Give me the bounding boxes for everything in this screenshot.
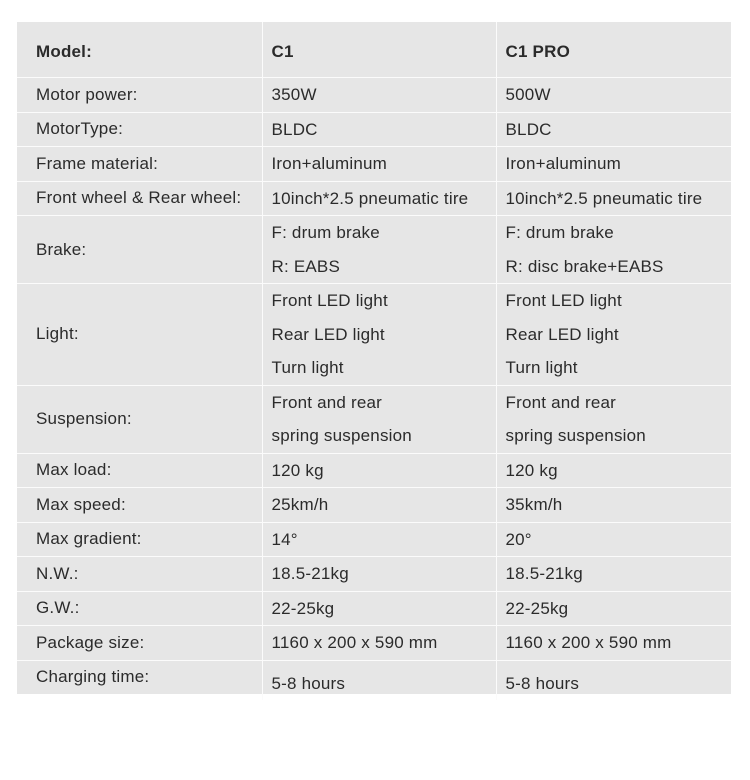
spec-value-c1	[262, 147, 496, 182]
spec-value-c1-pro	[496, 453, 731, 488]
spec-value-line: Front LED light	[271, 291, 388, 310]
spec-value-line: 14°	[271, 529, 298, 549]
spec-table	[17, 22, 731, 700]
spec-value-c1-pro	[496, 660, 731, 700]
spec-value-line: Iron+aluminum	[271, 154, 388, 173]
spec-value-line: 120 kg	[505, 460, 558, 480]
spec-value-c1	[262, 626, 496, 661]
table-row	[17, 385, 731, 453]
table-row	[17, 488, 731, 523]
spec-value-c1-pro	[496, 591, 731, 626]
spec-label: Package size:	[17, 626, 262, 661]
spec-value-line: spring suspension	[505, 426, 646, 445]
spec-value-line: Iron+aluminum	[505, 154, 622, 173]
spec-value-c1	[262, 453, 496, 488]
spec-value-line: 18.5-21kg	[505, 564, 583, 583]
table-row	[17, 660, 731, 700]
table-row	[17, 112, 731, 147]
spec-value-c1-pro	[496, 147, 731, 182]
spec-value-line: 1160 x 200 x 590 mm	[505, 633, 672, 652]
spec-value-line: 22-25kg	[505, 598, 569, 618]
spec-value-c1	[262, 181, 496, 216]
table-row	[17, 557, 731, 592]
spec-table-body	[17, 78, 731, 701]
spec-table-panel	[17, 22, 731, 694]
spec-value-c1-pro	[496, 284, 731, 386]
spec-value-c1-pro	[496, 488, 731, 523]
spec-value-c1	[262, 557, 496, 592]
spec-value-line: Front and rear	[505, 392, 617, 412]
spec-value-line: 10inch*2.5 pneumatic tire	[505, 188, 703, 208]
spec-label: G.W.:	[17, 591, 262, 626]
spec-value-c1-pro	[496, 557, 731, 592]
spec-value-line: 5-8 hours	[271, 673, 346, 693]
spec-label: MotorType:	[17, 112, 262, 147]
spec-value-c1	[262, 216, 496, 284]
spec-label: N.W.:	[17, 557, 262, 592]
spec-value-line: 25km/h	[271, 495, 329, 514]
spec-value-line: Front and rear	[271, 392, 383, 412]
table-row	[17, 181, 731, 216]
header-c1-pro: C1 PRO	[496, 22, 731, 78]
spec-value-line: 18.5-21kg	[271, 564, 349, 583]
spec-value-c1	[262, 78, 496, 113]
spec-value-line: 10inch*2.5 pneumatic tire	[271, 188, 469, 208]
header-model: Model:	[36, 41, 92, 61]
spec-value-line: 1160 x 200 x 590 mm	[271, 633, 438, 652]
spec-label: Max gradient:	[17, 522, 262, 557]
table-row	[17, 216, 731, 284]
header-c1: C1	[262, 22, 496, 78]
spec-value-line: 120 kg	[271, 460, 324, 480]
spec-table-header	[17, 22, 731, 78]
spec-value-line: 20°	[505, 529, 532, 549]
spec-value-line: 22-25kg	[271, 598, 335, 618]
table-row	[17, 591, 731, 626]
spec-value-c1-pro	[496, 626, 731, 661]
spec-label: Motor power:	[17, 78, 262, 113]
spec-value-c1	[262, 112, 496, 147]
spec-value-c1	[262, 591, 496, 626]
spec-value-c1-pro	[496, 216, 731, 284]
spec-value-c1	[262, 522, 496, 557]
spec-value-line: 500W	[505, 85, 551, 104]
spec-value-line: Turn light	[505, 358, 578, 377]
header-row	[17, 22, 731, 78]
spec-value-line: Rear LED light	[271, 324, 385, 344]
table-row	[17, 78, 731, 113]
spec-value-line: BLDC	[271, 119, 318, 139]
spec-label: Front wheel & Rear wheel:	[17, 181, 262, 216]
spec-label: Charging time:	[17, 660, 262, 700]
spec-value-line: Turn light	[271, 358, 344, 377]
spec-label: Max speed:	[17, 488, 262, 523]
table-row	[17, 453, 731, 488]
spec-value-c1-pro	[496, 181, 731, 216]
spec-value-line: R: EABS	[271, 256, 340, 276]
table-row	[17, 284, 731, 386]
spec-label: Light:	[17, 284, 262, 386]
table-row	[17, 522, 731, 557]
spec-value-line: Rear LED light	[505, 324, 619, 344]
spec-value-line: 5-8 hours	[505, 673, 580, 693]
spec-value-line: F: drum brake	[271, 223, 380, 242]
spec-value-c1-pro	[496, 522, 731, 557]
spec-label: Frame material:	[17, 147, 262, 182]
spec-value-line: R: disc brake+EABS	[505, 256, 664, 276]
spec-value-c1	[262, 385, 496, 453]
spec-label: Suspension:	[17, 385, 262, 453]
spec-value-line: 350W	[271, 85, 317, 104]
spec-value-c1-pro	[496, 112, 731, 147]
spec-label: Max load:	[17, 453, 262, 488]
spec-value-c1	[262, 284, 496, 386]
spec-value-line: F: drum brake	[505, 223, 614, 242]
spec-value-c1-pro	[496, 78, 731, 113]
spec-value-c1-pro	[496, 385, 731, 453]
spec-value-line: 35km/h	[505, 495, 563, 514]
spec-value-line: BLDC	[505, 119, 552, 139]
spec-value-c1	[262, 488, 496, 523]
spec-label: Brake:	[17, 216, 262, 284]
spec-value-c1	[262, 660, 496, 700]
table-row	[17, 147, 731, 182]
table-row	[17, 626, 731, 661]
spec-value-line: Front LED light	[505, 291, 622, 310]
spec-value-line: spring suspension	[271, 426, 412, 445]
